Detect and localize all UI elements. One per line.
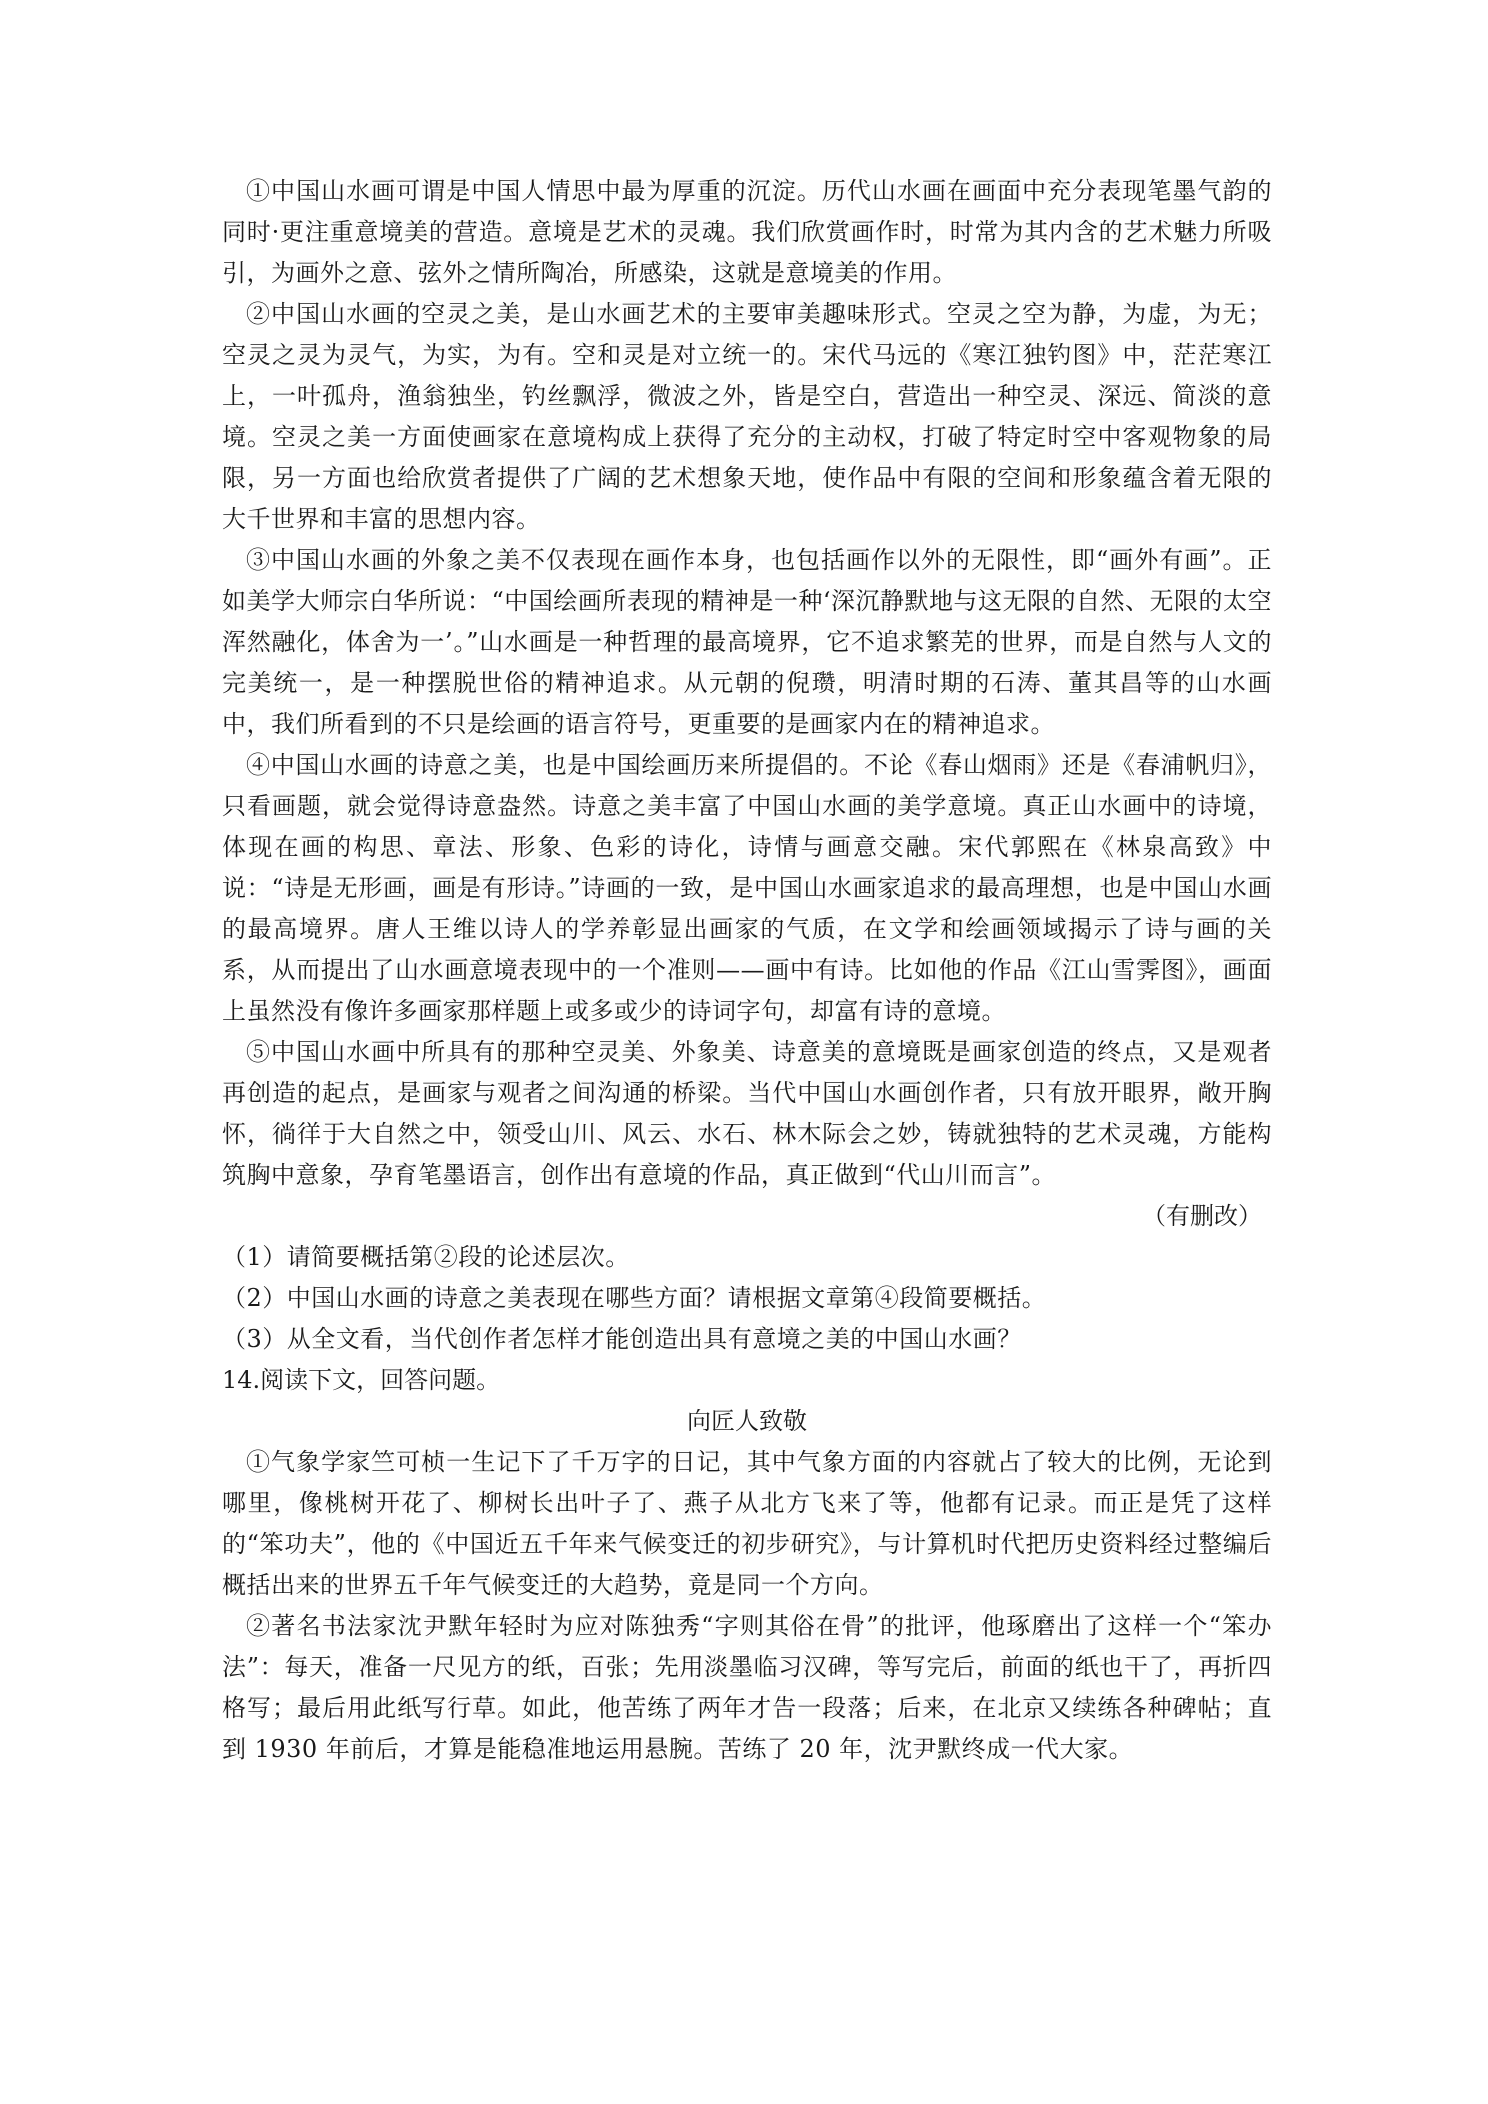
article-paragraph-2: ②著名书法家沈尹默年轻时为应对陈独秀“字则其俗在骨”的批评，他琢磨出了这样一个“笨办法”：每天，准备一尺见方的纸，百张；先用淡墨临习汉碑，等写完后，前面的纸也干了，再折四格写；最后用此纸写行草。如此，他苦练了两年才告一段落；后来，在北京又续练各种碑帖；直到 1930 年前后，才算是能稳准地运用悬腕。苦练了 20 年，沈尹默终成一代大家。 [222, 1612, 1272, 1763]
passage1-paragraph-2: ②中国山水画的空灵之美，是山水画艺术的主要审美趣味形式。空灵之空为静，为虚，为无；空灵之灵为灵气，为实，为有。空和灵是对立统一的。宋代马远的《寒江独钓图》中，茫茫寒江上，一叶孤舟，渔翁独坐，钓丝飘浮，微波之外，皆是空白，营造出一种空灵、深远、简淡的意境。空灵之美一方面使画家在意境构成上获得了充分的主动权，打破了特定时空中客观物象的局限，另一方面也给欣赏者提供了广阔的艺术想象天地，使作品中有限的空间和形象蕴含着无限的大千世界和丰富的思想内容。 [222, 300, 1272, 533]
question-14-heading: 14.阅读下文，回答问题。 [222, 1366, 501, 1394]
passage1-paragraph-5: ⑤中国山水画中所具有的那种空灵美、外象美、诗意美的意境既是画家创造的终点，又是观者再创造的起点，是画家与观者之间沟通的桥梁。当代中国山水画创作者，只有放开眼界，敞开胸怀，徜徉于大自然之中，领受山川、风云、水石、林木际会之妙，铸就独特的艺术灵魂，方能构筑胸中意象，孕育笔墨语言，创作出有意境的作品，真正做到“代山川而言”。 [222, 1038, 1272, 1189]
passage1-paragraph-3: ③中国山水画的外象之美不仅表现在画作本身，也包括画作以外的无限性，即“画外有画”。正如美学大师宗白华所说：“中国绘画所表现的精神是一种‘深沉静默地与这无限的自然、无限的太空浑然融化，体舍为一’。”山水画是一种哲理的最高境界，它不追求繁芜的世界，而是自然与人文的完美统一，是一种摆脱世俗的精神追求。从元朝的倪瓒，明清时期的石涛、董其昌等的山水画中，我们所看到的不只是绘画的语言符号，更重要的是画家内在的精神追求。 [222, 546, 1272, 738]
source-note: （有删改） [1142, 1202, 1262, 1230]
document-page [222, 171, 1272, 1770]
article-title: 向匠人致敬 [687, 1407, 807, 1435]
passage1-paragraph-4: ④中国山水画的诗意之美，也是中国绘画历来所提倡的。不论《春山烟雨》还是《春浦帆归》，只看画题，就会觉得诗意盎然。诗意之美丰富了中国山水画的美学意境。真正山水画中的诗境，体现在画的构思、章法、形象、色彩的诗化，诗情与画意交融。宋代郭熙在《林泉高致》中说：“诗是无形画，画是有形诗。”诗画的一致，是中国山水画家追求的最高理想，也是中国山水画的最高境界。唐人王维以诗人的学养彰显出画家的气质，在文学和绘画领域揭示了诗与画的关系，从而提出了山水画意境表现中的一个准则——画中有诗。比如他的作品《江山雪霁图》，画面上虽然没有像许多画家那样题上或多或少的诗词字句，却富有诗的意境。 [222, 751, 1272, 1025]
question-1: （1）请简要概括第②段的论述层次。 [222, 1243, 630, 1271]
passage1-paragraph-1: ①中国山水画可谓是中国人情思中最为厚重的沉淀。历代山水画在画面中充分表现笔墨气韵的同时·更注重意境美的营造。意境是艺术的灵魂。我们欣赏画作时，时常为其内含的艺术魅力所吸引，为画外之意、弦外之情所陶冶，所感染，这就是意境美的作用。 [222, 177, 1272, 287]
question-3: （3）从全文看，当代创作者怎样才能创造出具有意境之美的中国山水画？ [222, 1325, 1022, 1353]
question-2: （2）中国山水画的诗意之美表现在哪些方面？请根据文章第④段简要概括。 [222, 1284, 1047, 1312]
article-paragraph-1: ①气象学家竺可桢一生记下了千万字的日记，其中气象方面的内容就占了较大的比例，无论到哪里，像桃树开花了、柳树长出叶子了、燕子从北方飞来了等，他都有记录。而正是凭了这样的“笨功夫”，他的《中国近五千年来气候变迁的初步研究》，与计算机时代把历史资料经过整编后概括出来的世界五千年气候变迁的大趋势，竟是同一个方向。 [222, 1448, 1272, 1599]
